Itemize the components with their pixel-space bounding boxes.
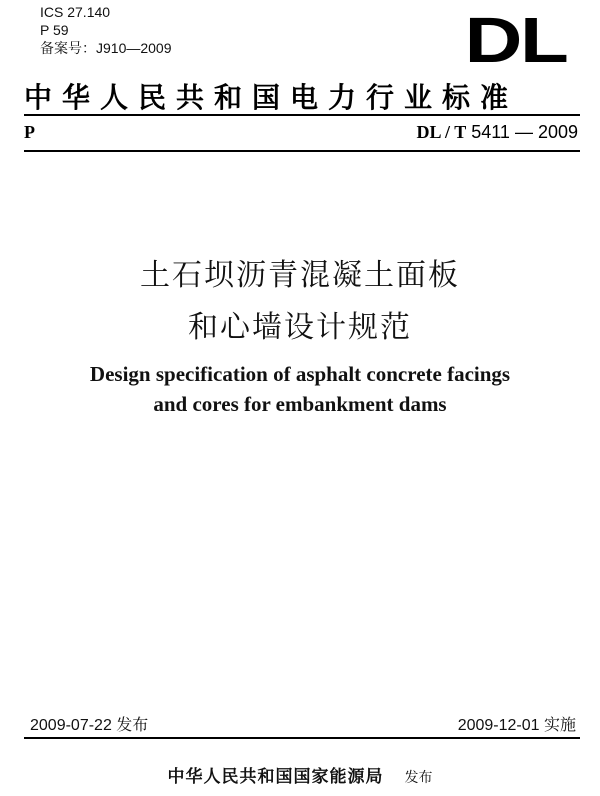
- header-rule: [24, 114, 580, 116]
- subheader-rule: [24, 150, 580, 152]
- issue-date: 2009-07-22 发布: [30, 717, 149, 734]
- standard-number: [417, 122, 578, 143]
- title-cn-line2: 和心墙设计规范: [188, 310, 412, 345]
- standard-number-value: 5411 — 2009: [471, 122, 578, 142]
- publisher-action: 发布: [404, 770, 433, 786]
- title-en-line1: Design specification of asphalt concrete facings: [89, 362, 511, 386]
- standard-number-prefix: DL / T: [416, 122, 467, 142]
- record-number: 备案号：J910—2009: [40, 40, 172, 56]
- effective-date: 2009-12-01 实施: [457, 717, 576, 734]
- dl-logo: DL: [464, 4, 566, 76]
- title-cn-line1: 土石坝沥青混凝土面板: [140, 258, 460, 293]
- publisher-org: 中华人民共和国国家能源局: [167, 767, 384, 787]
- ccs-code: P 59: [40, 22, 69, 38]
- category-letter: P: [24, 122, 35, 142]
- footer-rule: [24, 737, 580, 739]
- title-en-line2: and cores for embankment dams: [153, 392, 447, 416]
- publisher-line: [0, 762, 600, 787]
- standard-class-title: 中华人民共和国电力行业标准: [24, 81, 519, 114]
- ics-code: ICS 27.140: [40, 4, 111, 20]
